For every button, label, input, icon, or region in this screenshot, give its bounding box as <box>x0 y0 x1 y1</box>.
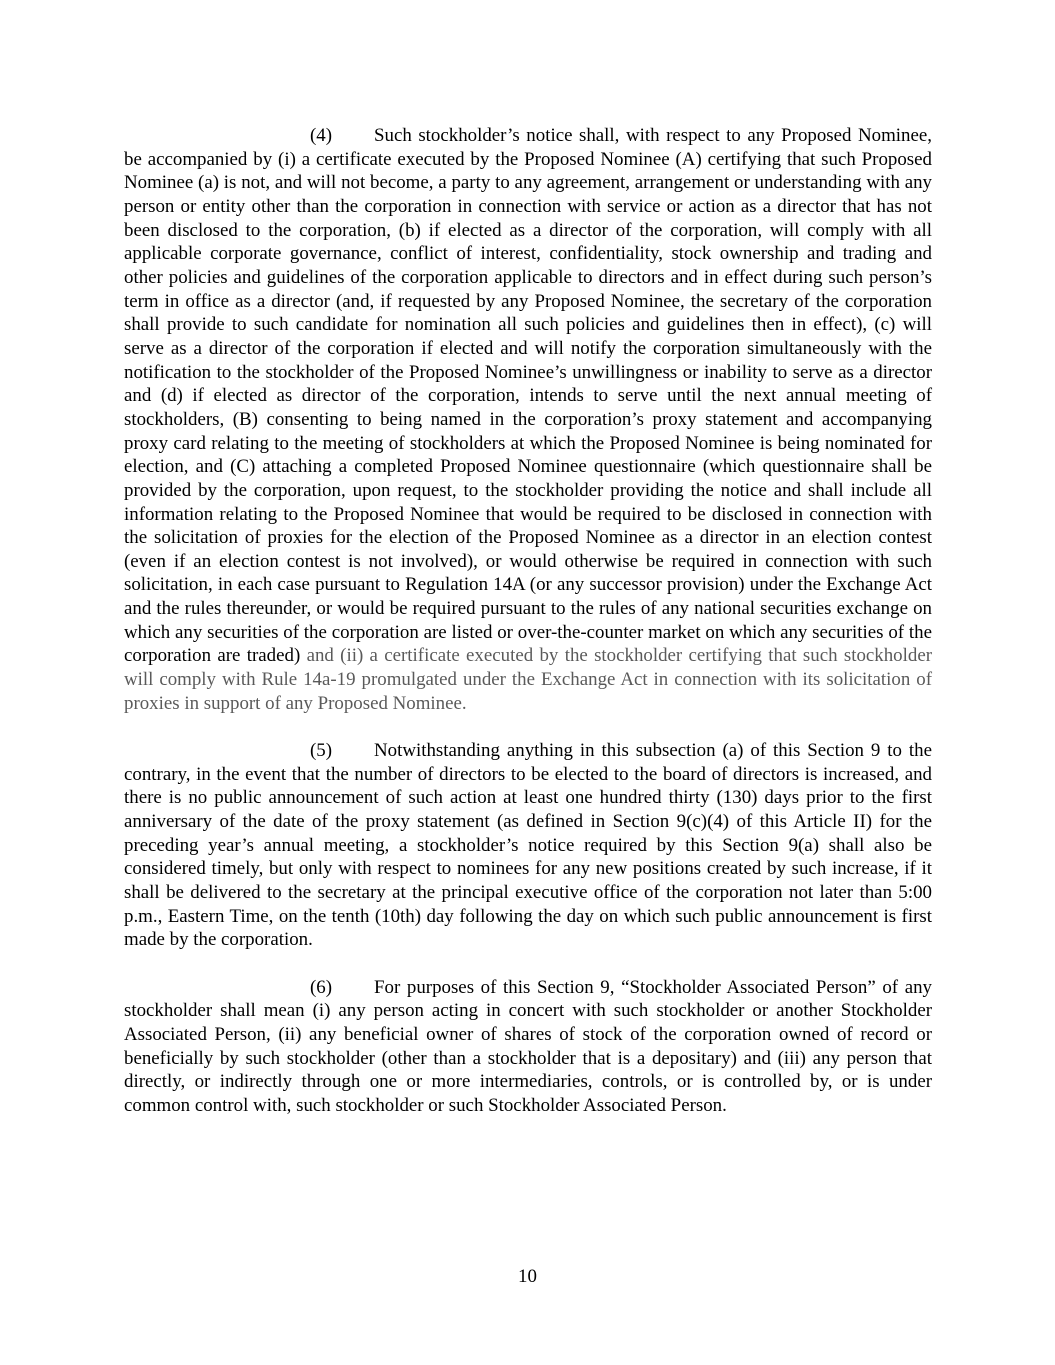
paragraph-5 <box>124 739 932 952</box>
paragraph-6 <box>124 976 932 1118</box>
page-number: 10 <box>518 1266 537 1287</box>
paragraph-text: Such stockholder’s notice shall, with respect to any Proposed Nominee, be accompanied by (i) a certificate executed by the Proposed Nominee (A) certifying that such Proposed Nominee (a) is not, and will not become, a party to any agreement, arrangement or understanding with any person or entity other than the corporation in connection with service or action as a director that has not been disclosed to the corporation, (b) if elected as a director of the corporation, will comply with all applicable corporate governance, conflict of interest, confidentiality, stock ownership and trading and other policies and guidelines of the corporation applicable to directors and in effect during such person’s term in office as a director (and, if requested by any Proposed Nominee, the secretary of the corporation shall provide to such candidate for nomination all such policies and guidelines then in effect), (c) will serve as a director of the corporation if elected and will notify the corporation simultaneously with the notification to the stockholder of the Proposed Nominee’s unwillingness or inability to serve as a director and (d) if elected as director of the corporation, intends to serve until the next annual meeting of stockholders, (B) consenting to being named in the corporation’s proxy statement and accompanying proxy card relating to the meeting of stockholders at which the Proposed Nominee is being nominated for election, and (C) attaching a completed Proposed Nominee questionnaire (which questionnaire shall be provided by the corporation, upon request, to the stockholder providing the notice and shall include all information relating to the Proposed Nominee that would be required to be disclosed in connection with the solicitation of proxies for the election of the Proposed Nominee as a director in an election contest (even if an election contest is not involved), or would otherwise be required in connection with such solicitation, in each case pursuant to Regulation 14A (or any successor provision) under the Exchange Act and the rules thereunder, or would be required pursuant to the rules of any national securities exchange on which any securities of the corporation are listed or over-the-counter market on which any securities of the corporation are traded) <box>124 125 932 667</box>
paragraph-text: Notwithstanding anything in this subsection (a) of this Section 9 to the contrary, in the event that the number of directors to be elected to the board of directors is increased, and there is no public announcement of such action at least one hundred thirty (130) days prior to the first anniversary of the date of the proxy statement (as defined in Section 9(c)(4) of this Article II) for the preceding year’s annual meeting, a stockholder’s notice required by this Section 9(a) shall also be considered timely, but only with respect to nominees for any new positions created by such increase, if it shall be delivered to the secretary at the principal executive office of the corporation not later than 5:00 p.m., Eastern Time, on the tenth (10th) day following the day on which such public announcement is first made by the corporation. <box>124 740 932 951</box>
paragraph-number: (5) <box>310 740 333 762</box>
paragraph-text-gray: and (ii) a certificate executed by the stockholder certifying that such stockholder will comply with Rule 14a-19 promulgated under the Exchange Act in connection with its solicitation of proxies in support of any Proposed Nominee. <box>124 645 932 714</box>
paragraph-number: (4) <box>310 125 333 146</box>
paragraph-text: For purposes of this Section 9, “Stockholder Associated Person” of any stockholder shall mean (i) any person acting in concert with such stockholder or another Stockholder Associated Person, (ii) any beneficial owner of shares of stock of the corporation owned of record or beneficially by such stockholder (other than a stockholder that is a depositary) and (iii) any person that directly, or indirectly through one or more intermediaries, controls, or is controlled by, or is under common control with, such stockholder or such Stockholder Associated Person. <box>124 976 932 1116</box>
paragraph-4 <box>124 124 932 715</box>
paragraph-number: (6) <box>310 976 333 998</box>
document-body <box>124 124 932 1118</box>
